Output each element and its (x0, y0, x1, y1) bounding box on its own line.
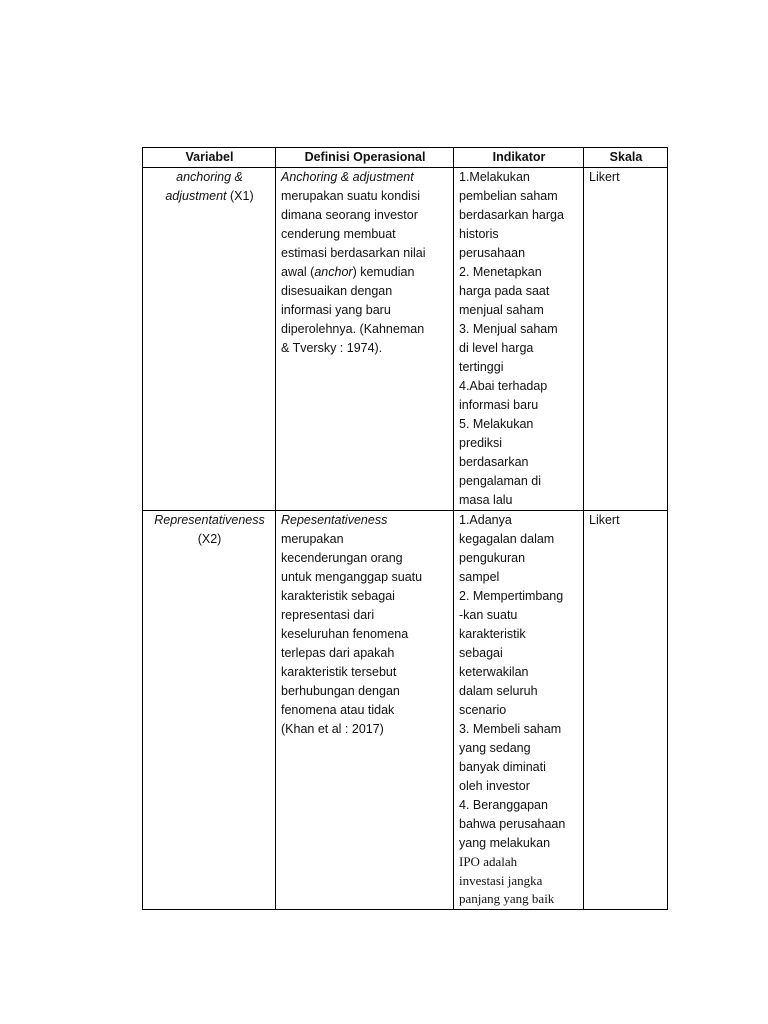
indikator-line: informasi baru (459, 398, 539, 412)
indikator-line: 3. Membeli saham (459, 722, 562, 736)
variabel-code: (X1) (230, 189, 254, 203)
indikator-line: 2. Mempertimbang (459, 589, 564, 603)
indikator-line: masa lalu (459, 493, 513, 507)
definisi-text: ) kemudian (352, 265, 415, 279)
indikator-line: historis (459, 227, 499, 241)
definisi-line: karakteristik sebagai (281, 589, 395, 603)
definisi-line: & Tversky : 1974). (281, 341, 383, 355)
definisi-line: untuk menganggap suatu (281, 570, 423, 584)
definisi-term: Repesentativeness (281, 513, 388, 527)
indikator-line: sebagai (459, 646, 503, 660)
indikator-line: yang sedang (459, 741, 531, 755)
definisi-line: (Khan et al : 2017) (281, 722, 384, 736)
indikator-line: pengalaman di (459, 474, 542, 488)
definisi-line: merupakan suatu kondisi (281, 189, 420, 203)
definisi-cell (276, 511, 454, 910)
header-indikator: Indikator (454, 148, 584, 168)
indikator-line: scenario (459, 703, 507, 717)
definisi-line: estimasi berdasarkan nilai (281, 246, 426, 260)
indikator-line: 4. Beranggapan (459, 798, 548, 812)
definisi-line: disesuaikan dengan (281, 284, 393, 298)
definisi-line: informasi yang baru (281, 303, 391, 317)
definisi-cell (276, 168, 454, 511)
variabel-name: anchoring & (176, 170, 243, 184)
table-header-row (143, 148, 668, 168)
indikator-line: 2. Menetapkan (459, 265, 542, 279)
variabel-cell (143, 168, 276, 511)
indikator-line: -kan suatu (459, 608, 518, 622)
indikator-line: yang melakukan (459, 836, 551, 850)
header-variabel: Variabel (143, 148, 276, 168)
definisi-line: diperolehnya. (Kahneman (281, 322, 425, 336)
variabel-name-cont: adjustment (165, 189, 227, 203)
skala-value: Likert (589, 513, 620, 527)
indikator-line: banyak diminati (459, 760, 546, 774)
skala-cell (584, 168, 668, 511)
indikator-line: investasi jangka (459, 872, 543, 888)
indikator-line: sampel (459, 570, 500, 584)
indikator-line: 5. Melakukan (459, 417, 534, 431)
definisi-line: cenderung membuat (281, 227, 396, 241)
indikator-line: pembelian saham (459, 189, 558, 203)
indikator-line: IPO adalah (459, 854, 518, 869)
definisi-term: Anchoring & adjustment (281, 170, 414, 184)
indikator-line: oleh investor (459, 779, 530, 793)
indikator-line: dalam seluruh (459, 684, 538, 698)
indikator-line: harga pada saat (459, 284, 550, 298)
indikator-line: pengukuran (459, 551, 526, 565)
variabel-cell (143, 511, 276, 910)
definisi-line: kecenderungan orang (281, 551, 403, 565)
indikator-line: 4.Abai terhadap (459, 379, 548, 393)
indikator-line: berdasarkan (459, 455, 529, 469)
definisi-text: awal ( (281, 265, 315, 279)
definisi-line: fenomena atau tidak (281, 703, 395, 717)
definisi-line: terlepas dari apakah (281, 646, 395, 660)
skala-cell (584, 511, 668, 910)
definisi-line: merupakan (281, 532, 344, 546)
indikator-line: bahwa perusahaan (459, 817, 566, 831)
variabel-code: (X2) (197, 532, 222, 546)
definisi-line: representasi dari (281, 608, 375, 622)
indikator-line: berdasarkan harga (459, 208, 564, 222)
indikator-line: prediksi (459, 436, 503, 450)
anchor-term: anchor (314, 265, 353, 279)
indikator-line: 3. Menjual saham (459, 322, 558, 336)
definisi-line: dimana seorang investor (281, 208, 418, 222)
header-skala: Skala (584, 148, 668, 168)
indikator-line: 1.Melakukan (459, 170, 530, 184)
indikator-cell (454, 168, 584, 511)
definisi-line: karakteristik tersebut (281, 665, 397, 679)
indikator-cell (454, 511, 584, 910)
indikator-line: di level harga (459, 341, 534, 355)
indikator-line: menjual saham (459, 303, 544, 317)
indikator-line: perusahaan (459, 246, 526, 260)
indikator-line: karakteristik (459, 627, 526, 641)
table-row (143, 511, 668, 910)
table-row (143, 168, 668, 511)
skala-value: Likert (589, 170, 620, 184)
definisi-line (281, 263, 449, 282)
indikator-line: kegagalan dalam (459, 532, 555, 546)
indikator-line: tertinggi (459, 360, 504, 374)
indikator-line: panjang yang baik (459, 891, 555, 906)
header-definisi: Definisi Operasional (276, 148, 454, 168)
operational-definition-table (142, 147, 668, 910)
definisi-line: keseluruhan fenomena (281, 627, 409, 641)
definisi-line: berhubungan dengan (281, 684, 400, 698)
indikator-line: 1.Adanya (459, 513, 512, 527)
indikator-line: keterwakilan (459, 665, 529, 679)
variabel-name: Representativeness (154, 513, 265, 527)
